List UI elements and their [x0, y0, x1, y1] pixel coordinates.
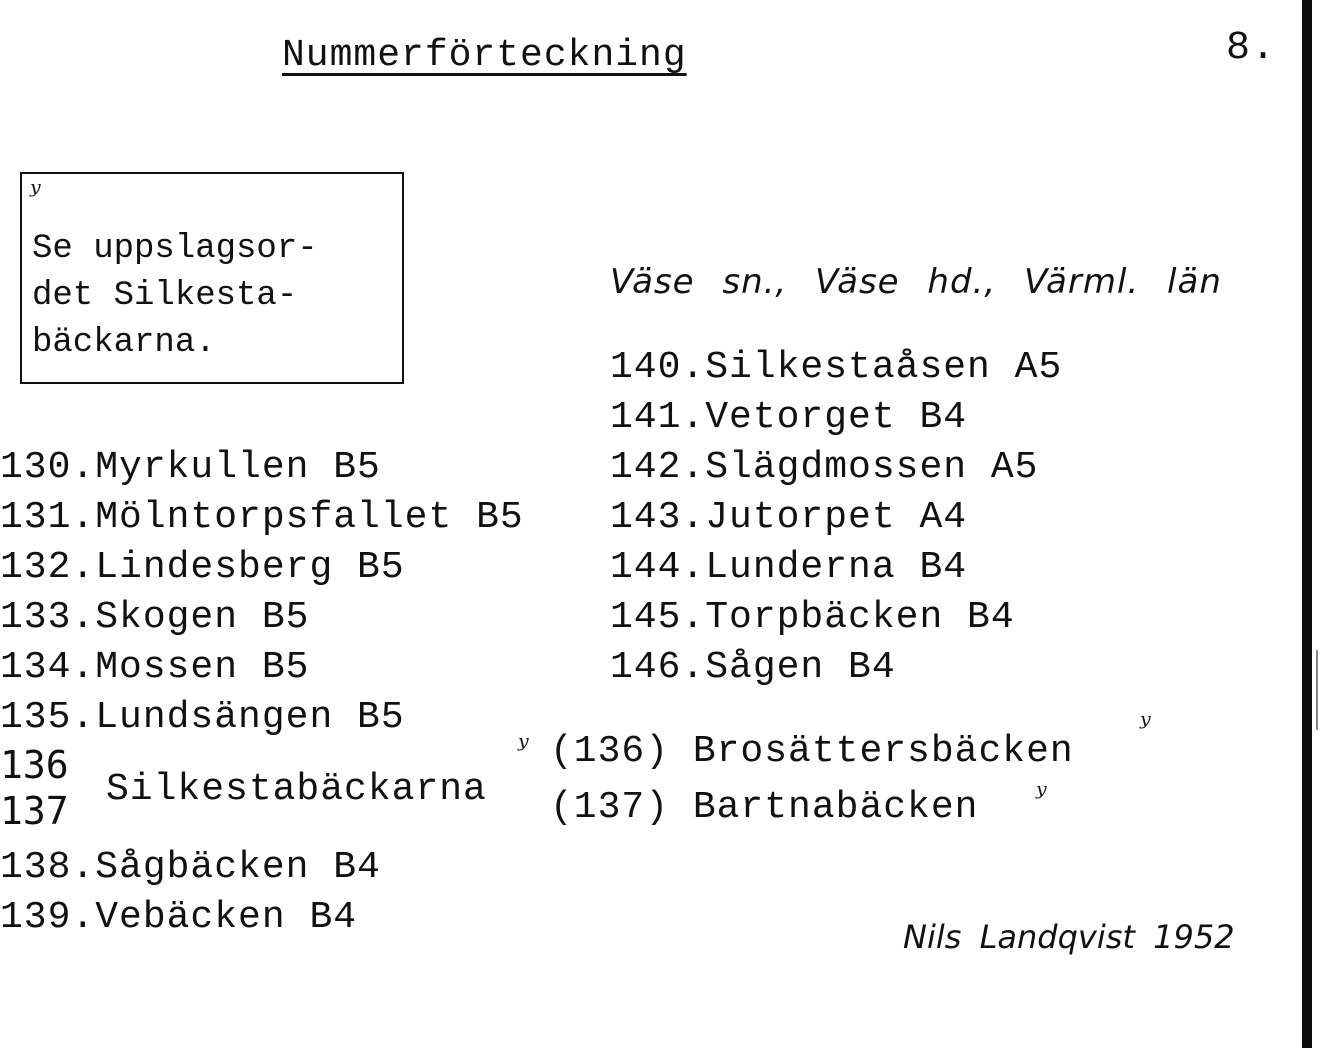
list-item: 131.Mölntorpsfallet B5 — [0, 496, 524, 539]
list-item: 135.Lundsängen B5 — [0, 696, 405, 739]
sub-item: (137) Bartnabäcken — [550, 786, 979, 829]
list-item: 140.Silkestaåsen A5 — [610, 346, 1063, 389]
page-title: Nummerförteckning — [282, 34, 687, 77]
list-item: 138.Sågbäcken B4 — [0, 846, 381, 889]
left-list — [0, 443, 524, 743]
note-line: bäckarna. — [32, 324, 216, 362]
note-text — [32, 226, 318, 367]
list-item: 145.Torpbäcken B4 — [610, 596, 1015, 639]
list-item: 139.Vebäcken B4 — [0, 896, 358, 939]
footnote-marker: ʸ — [1036, 778, 1047, 813]
page-number: 8. — [1226, 26, 1277, 71]
list-item: 142.Slägdmossen A5 — [610, 446, 1039, 489]
combined-numbers — [0, 742, 69, 834]
left-list-tail — [0, 843, 381, 943]
combined-name: Silkestabäckarna — [106, 768, 487, 811]
list-item: 133.Skogen B5 — [0, 596, 310, 639]
scan-edge — [1302, 0, 1312, 1048]
list-item: 143.Jutorpet A4 — [610, 496, 968, 539]
footnote-marker: ʸ — [30, 176, 41, 211]
scan-edge-mark — [1316, 650, 1318, 730]
footnote-marker: ʸ — [518, 730, 529, 765]
footnote-marker: ʸ — [1140, 708, 1151, 743]
author-signature: Nils Landqvist 1952 — [903, 918, 1235, 956]
list-item: 132.Lindesberg B5 — [0, 546, 405, 589]
note-line: det Silkesta- — [32, 277, 298, 315]
list-item: 141.Vetorget B4 — [610, 396, 968, 439]
right-list — [610, 343, 1062, 693]
list-item: 134.Mossen B5 — [0, 646, 310, 689]
list-number: 137 — [0, 789, 69, 833]
list-item: 130.Myrkullen B5 — [0, 446, 381, 489]
note-box — [20, 172, 404, 384]
region-heading: Väse sn., Väse hd., Värml. län — [610, 262, 1222, 302]
sub-item: (136) Brosättersbäcken — [550, 730, 1074, 773]
list-item: 144.Lunderna B4 — [610, 546, 968, 589]
note-line: Se uppslagsor- — [32, 230, 318, 268]
list-number: 136 — [0, 743, 69, 787]
list-item: 146.Sågen B4 — [610, 646, 896, 689]
